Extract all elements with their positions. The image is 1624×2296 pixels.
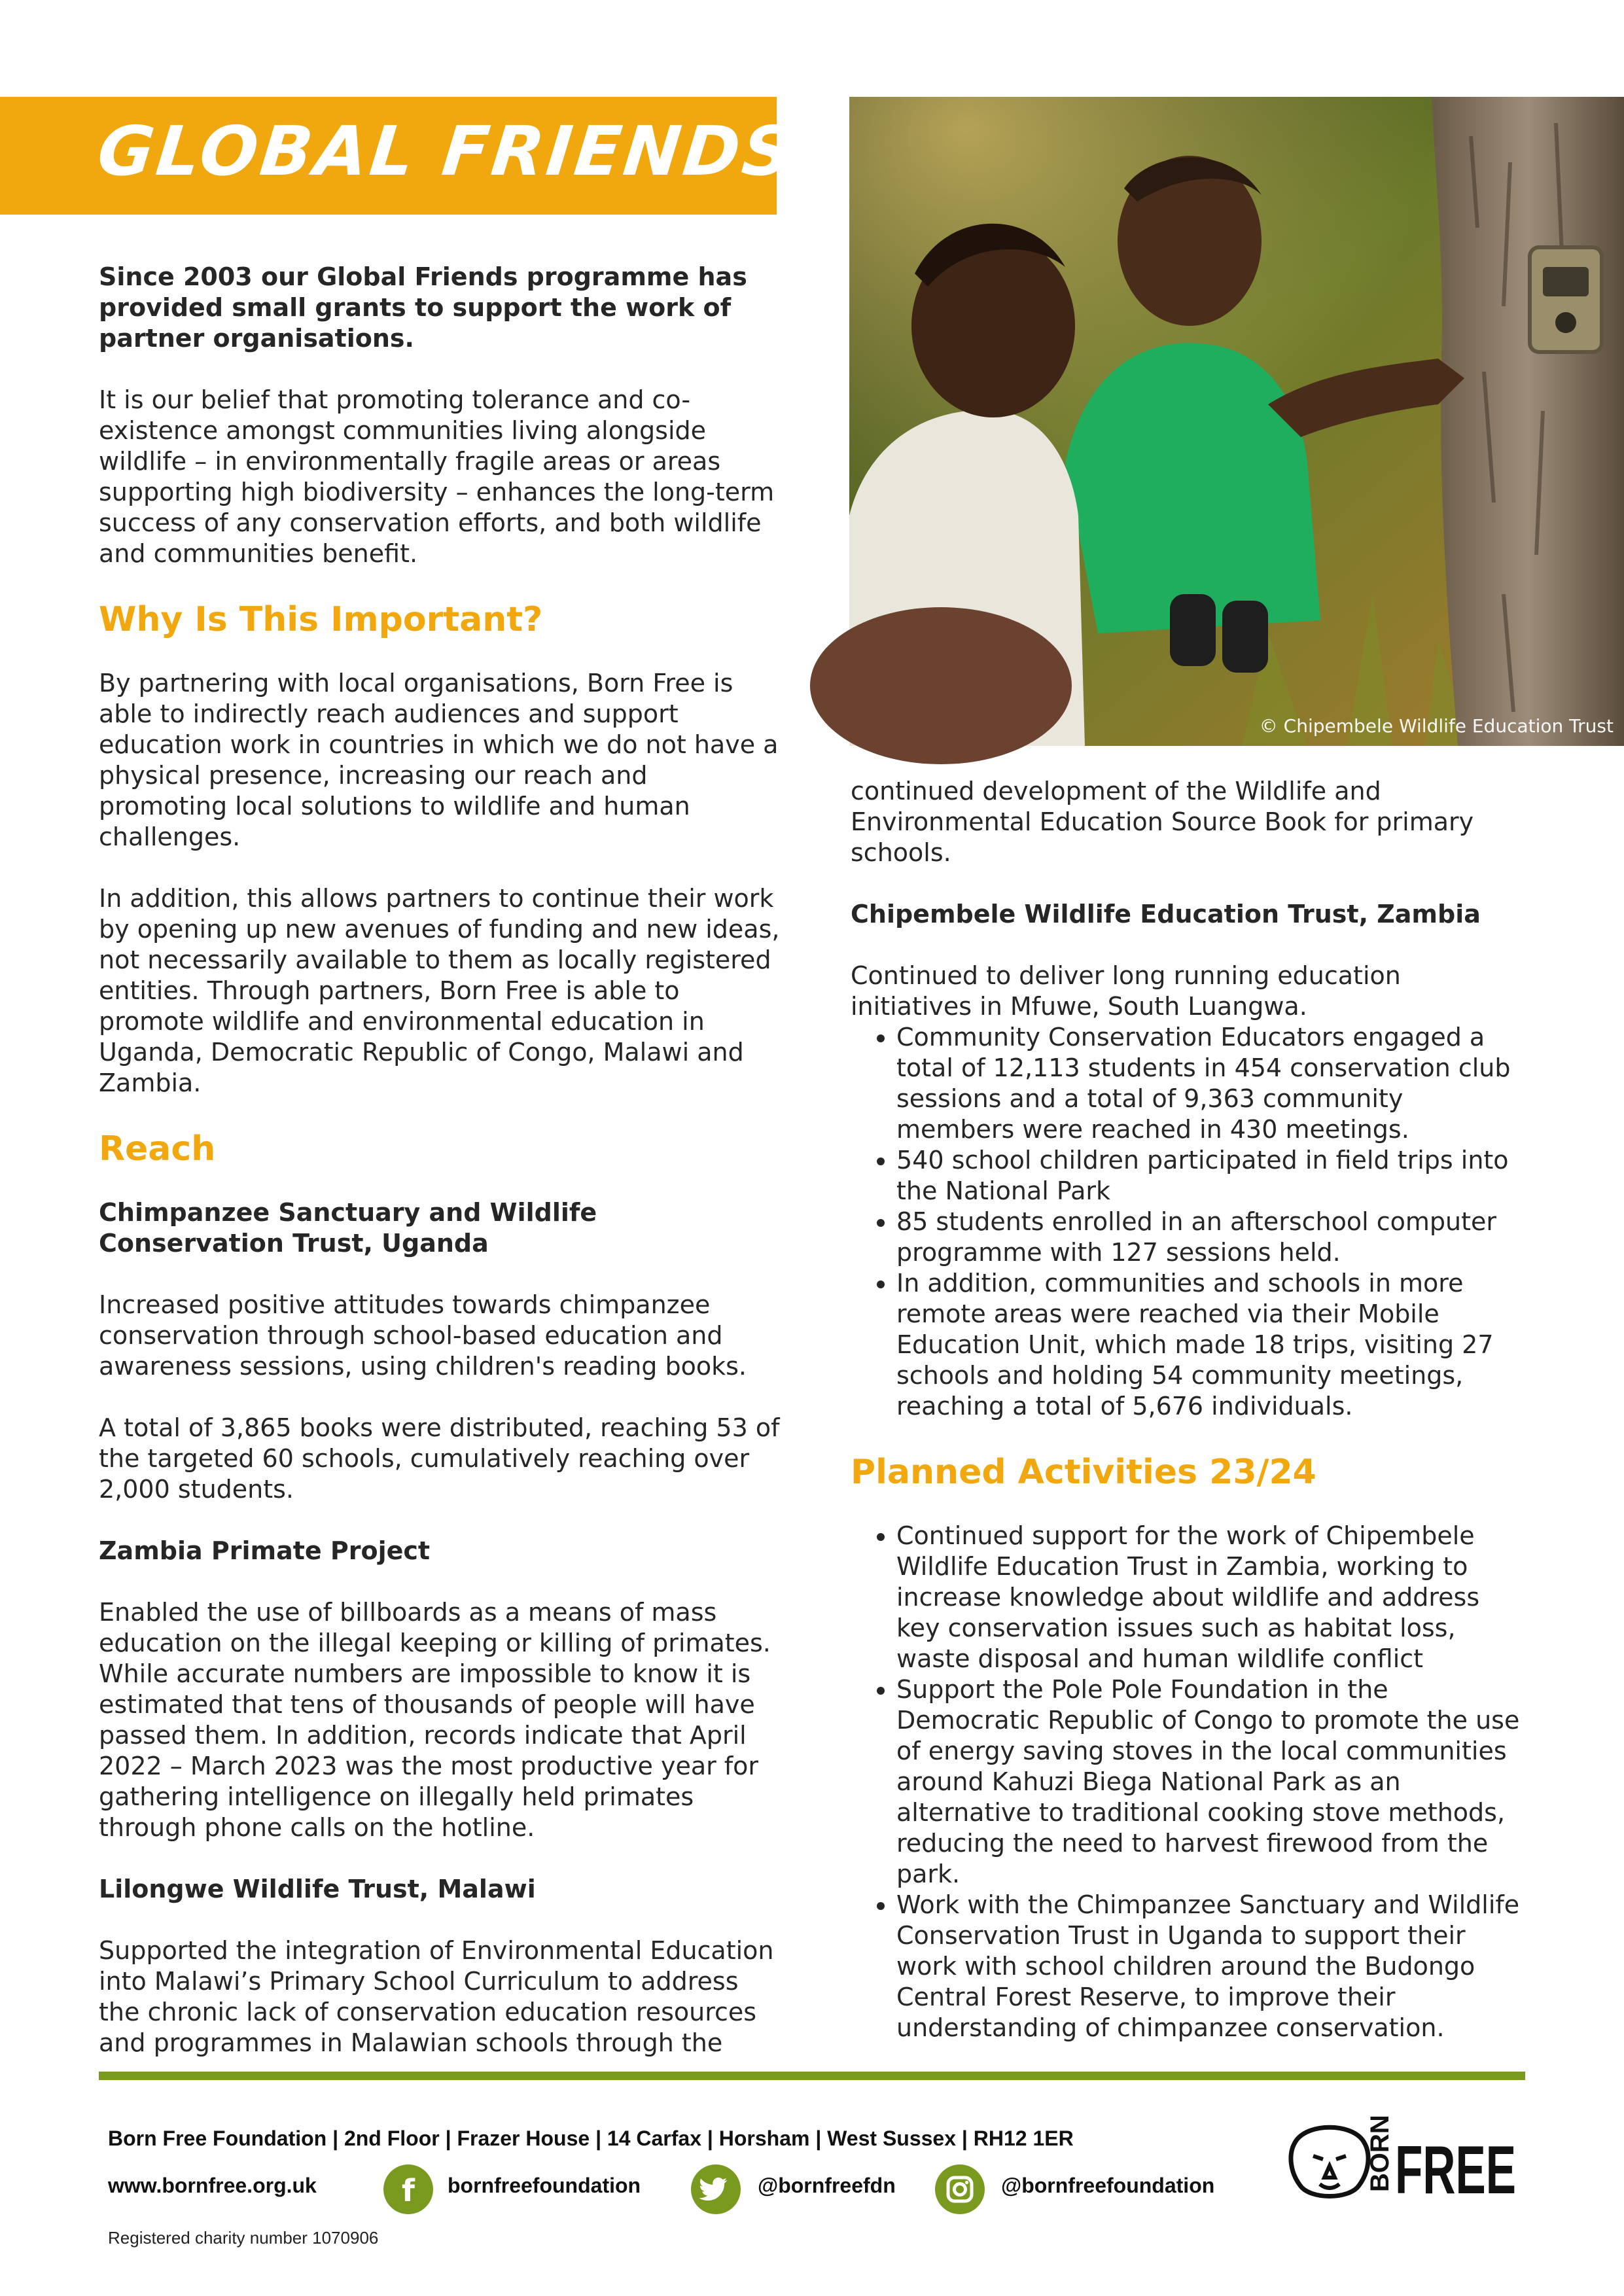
org-lilongwe-p1: Supported the integration of Environmental Education into Malawi’s Primary School Curriculum to address the chronic lack of conservation education resources and programmes in Malawian schools through the [99,1936,774,2057]
org-chipembele-name: Chipembele Wildlife Education Trust, Zambia [851,900,1481,928]
photo-credit: © Chipembele Wildlife Education Trust [1259,715,1614,737]
org-lilongwe-continued: continued development of the Wildlife and Environmental Education Source Book for primary schools. [851,777,1474,867]
facebook-icon[interactable] [383,2164,433,2214]
intro-paragraph: It is our belief that promoting tolerance and co-existence amongst communities living alongside wildlife – in environmentally fragile areas or areas supporting high biodiversity – enhances the long-term success of any conservation efforts, and both wildlife and communities benefit. [99,385,775,568]
hero-photo [849,97,1624,746]
org-zambia-primate-name: Zambia Primate Project [99,1536,431,1565]
lion-head-logo [1284,2115,1519,2208]
reach-heading: Reach [99,1129,216,1169]
footer-divider [99,2072,1525,2080]
logo-born: BORN [1366,2115,1394,2192]
org-chipembele-p1: Continued to deliver long running education initiatives in Mfuwe, South Luangwa. [851,961,1401,1021]
charity-number: Registered charity number 1070906 [108,2228,379,2248]
list-item: • Support the Pole Pole Foundation in the Democratic Republic of Congo to promote the use of energy saving stoves in the local communities around Kahuzi Biega National Park as an alternative to traditional cooking stove methods, reducing the need to harvest firewood from the park. [896,1674,1528,1890]
children-camera-trap-image [849,97,1624,746]
org-uganda-chimp-p1: Increased positive attitudes towards chimpanzee conservation through school-based education and awareness sessions, using children's reading books. [99,1290,747,1381]
instagram-handle[interactable]: @bornfreefoundation [1001,2174,1215,2197]
org-lilongwe-name: Lilongwe Wildlife Trust, Malawi [99,1875,536,1903]
org-zambia-primate-p1: Enabled the use of billboards as a means of mass education on the illegal keeping or killing of primates. While accurate numbers are impossible to know it is estimated that tens of thousands of people will have passed them. In addition, records indicate that April 2022 – March 2023 was the most productive year for gathering intelligence on illegally held primates through phone calls on the hotline. [99,1598,771,1842]
planned-heading: Planned Activities 23/24 [851,1453,1316,1492]
list-item: • In addition, communities and schools in more remote areas were reached via their Mobile Education Unit, which made 18 trips, visiting 27 schools and holding 54 community meetings, reaching a total of 5,676 individuals. [896,1268,1528,1422]
list-item: • Work with the Chimpanzee Sanctuary and Wildlife Conservation Trust in Uganda to support their work with school children around the Budongo Central Forest Reserve, to improve their understanding of chimpanzee conservation. [896,1890,1528,2043]
list-item: • 540 school children participated in field trips into the National Park [896,1145,1528,1207]
org-uganda-chimp-p2: A total of 3,865 books were distributed, reaching 53 of the targeted 60 schools, cumulatively reaching over 2,000 students. [99,1413,780,1504]
website-link[interactable]: www.bornfree.org.uk [108,2174,317,2197]
list-item: • 85 students enrolled in an afterschool computer programme with 127 sessions held. [896,1207,1528,1268]
logo-free: FREE [1395,2132,1516,2208]
footer-address: Born Free Foundation | 2nd Floor | Frazer House | 14 Carfax | Horsham | West Sussex | RH12 1ER [108,2127,1074,2150]
list-item: • Continued support for the work of Chipembele Wildlife Education Trust in Zambia, working to increase knowledge about wildlife and address key conservation issues such as habitat loss, waste disposal and human wildlife conflict [896,1521,1528,1674]
intro-bold: Since 2003 our Global Friends programme has provided small grants to support the work of partner organisations. [99,262,747,353]
born-free-logo [1284,2115,1519,2208]
right-column [851,776,1528,2074]
org-uganda-chimp-name: Chimpanzee Sanctuary and Wildlife Conservation Trust, Uganda [99,1198,597,1258]
svg-text:f: f [401,2173,415,2208]
instagram-icon[interactable] [935,2164,985,2214]
why-paragraph-2: In addition, this allows partners to continue their work by opening up new avenues of funding and new ideas, not necessarily available to them as locally registered entities. Through partners, Born Free is able to promote wildlife and environmental education in Uganda, Democratic Republic of Congo, Malawi and Zambia. [99,884,780,1097]
list-item: • Community Conservation Educators engaged a total of 12,113 students in 454 conservation club sessions and a total of 9,363 community members were reached in 430 meetings. [896,1022,1528,1145]
why-heading: Why Is This Important? [99,600,543,639]
facebook-handle[interactable]: bornfreefoundation [448,2174,641,2197]
why-paragraph-1: By partnering with local organisations, Born Free is able to indirectly reach audiences and support education work in countries in which we do not have a physical presence, increasing our reach and promoting local solutions to wildlife and human challenges. [99,669,779,851]
twitter-icon[interactable] [691,2164,741,2214]
planned-activities-list [851,1521,1528,2043]
twitter-handle[interactable]: @bornfreefdn [758,2174,896,2197]
page-title: GLOBAL FRIENDS [94,111,799,191]
chipembele-results-list [851,1022,1528,1422]
left-column [99,262,783,2089]
title-banner [0,97,799,215]
